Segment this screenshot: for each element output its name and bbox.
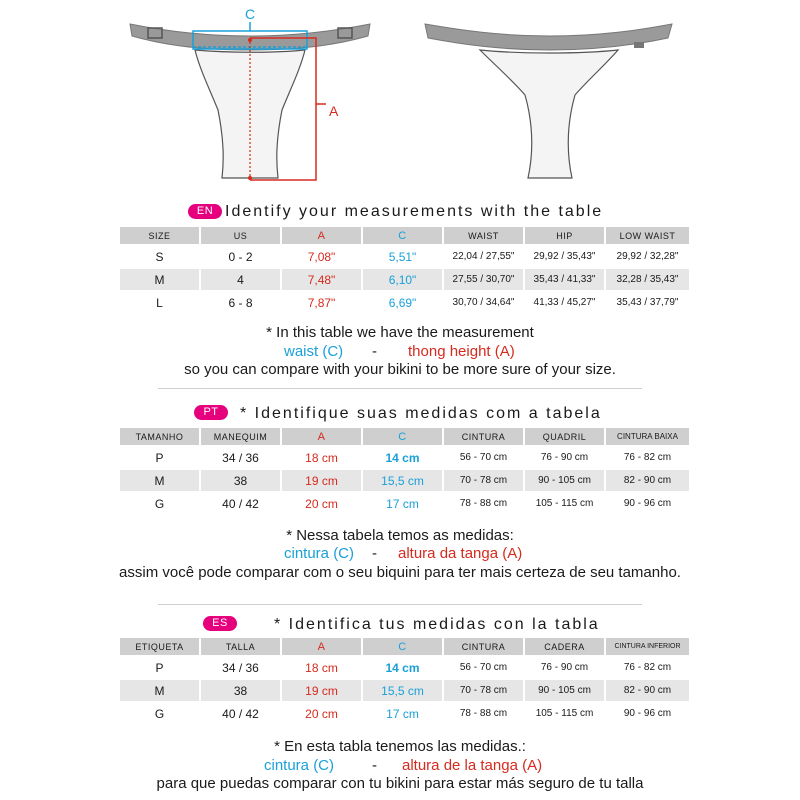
cell-size: S <box>155 249 164 264</box>
header-cintura: CINTURA <box>444 428 523 445</box>
cell-cintura: 78 - 88 cm <box>459 498 508 509</box>
cell-size: P <box>155 660 164 675</box>
cell-waist: 22,04 / 27,55" <box>452 251 515 262</box>
cell-cintura: 56 - 70 cm <box>459 452 508 463</box>
table-row <box>120 680 689 701</box>
note-intro: * Nessa tabela temos as medidas: <box>286 527 514 544</box>
cell-low-waist: 29,92 / 32,28" <box>616 251 679 262</box>
header-a: A <box>282 227 361 244</box>
header-etiqueta: ETIQUETA <box>120 638 199 655</box>
cell-c: 17 cm <box>386 706 419 721</box>
bikini-illustration <box>0 0 800 195</box>
cell-cintura-inferior: 76 - 82 cm <box>623 662 672 673</box>
section-divider <box>158 388 642 389</box>
section-title: * Identifique suas medidas com a tabela <box>240 405 602 422</box>
size-table <box>118 426 691 516</box>
table-row <box>120 269 689 290</box>
section-title: * Identifica tus medidas con la tabla <box>274 616 600 633</box>
table-header-row <box>120 638 689 655</box>
legend-c: cintura (C) <box>284 545 355 562</box>
header-a: A <box>282 638 361 655</box>
cell-c: 14 cm <box>385 450 420 465</box>
cell-a: 7,87" <box>307 295 336 310</box>
cell-a: 20 cm <box>305 706 338 721</box>
section-divider <box>158 604 642 605</box>
cell-size: P <box>155 450 164 465</box>
cell-cadera: 105 - 115 cm <box>535 708 594 719</box>
note-outro: assim você pode comparar com o seu biquini para ter mais certeza de seu tamanho. <box>119 564 681 581</box>
header-low-waist: LOW WAIST <box>606 227 689 244</box>
cell-a: 7,08" <box>307 249 336 264</box>
cell-manequim: 38 <box>201 470 280 491</box>
cell-a: 20 cm <box>305 496 338 511</box>
cell-cintura: 56 - 70 cm <box>459 662 508 673</box>
legend-c: cintura (C) <box>264 757 335 774</box>
section-title: Identify your measurements with the table <box>225 203 604 220</box>
legend-separator: - <box>372 757 377 774</box>
cell-low-waist: 35,43 / 37,79" <box>616 297 679 308</box>
cell-size: G <box>154 706 165 721</box>
note-outro: so you can compare with your bikini to be more sure of your size. <box>184 361 616 378</box>
cell-a: 18 cm <box>305 660 338 675</box>
cell-size: L <box>156 295 163 310</box>
table-row <box>120 292 689 313</box>
section-heading <box>0 403 800 425</box>
cell-c: 15,5 cm <box>363 680 442 701</box>
measurement-legend <box>0 545 800 563</box>
cell-waist: 27,55 / 30,70" <box>444 269 523 290</box>
cell-talla: 34 / 36 <box>222 660 259 675</box>
cell-a: 7,48" <box>282 269 361 290</box>
cell-a: 18 cm <box>305 450 338 465</box>
label-a: A <box>329 103 339 119</box>
size-table <box>118 225 691 315</box>
header-us: US <box>201 227 280 244</box>
cell-talla: 40 / 42 <box>222 706 259 721</box>
size-table <box>118 636 691 726</box>
header-cintura: CINTURA <box>444 638 523 655</box>
cell-hip: 35,43 / 41,33" <box>525 269 604 290</box>
legend-a: altura da tanga (A) <box>398 545 523 562</box>
table-header-row <box>120 227 689 244</box>
cell-c: 14 cm <box>385 660 420 675</box>
cell-a: 19 cm <box>282 680 361 701</box>
language-badge: ES <box>203 616 237 631</box>
cell-cadera: 90 - 105 cm <box>525 680 604 701</box>
cell-size: M <box>120 680 199 701</box>
back-buckle <box>634 42 644 48</box>
header-size: SIZE <box>120 227 199 244</box>
header-hip: HIP <box>525 227 604 244</box>
header-cintura-inferior: CINTURA INFERIOR <box>606 638 689 655</box>
language-badge: PT <box>194 405 228 420</box>
legend-a: altura de la tanga (A) <box>402 757 543 774</box>
table-row <box>120 493 689 514</box>
header-manequim: MANEQUIM <box>201 428 280 445</box>
front-view-bikini <box>130 6 370 180</box>
header-cintura-baixa: CINTURA BAIXA <box>606 428 689 445</box>
cell-us: 0 - 2 <box>228 249 253 264</box>
table-row <box>120 657 689 678</box>
cell-talla: 38 <box>201 680 280 701</box>
cell-cadera: 76 - 90 cm <box>540 662 589 673</box>
cell-quadril: 105 - 115 cm <box>535 498 594 509</box>
cell-size: M <box>120 470 199 491</box>
cell-cintura-inferior: 90 - 96 cm <box>623 708 672 719</box>
cell-quadril: 90 - 105 cm <box>525 470 604 491</box>
cell-manequim: 34 / 36 <box>222 450 259 465</box>
table-header-row <box>120 428 689 445</box>
header-quadril: QUADRIL <box>525 428 604 445</box>
cell-cintura: 78 - 88 cm <box>459 708 508 719</box>
measurement-legend <box>0 343 800 361</box>
legend-separator: - <box>372 343 377 360</box>
cell-size: G <box>154 496 165 511</box>
cell-c: 6,69" <box>388 295 417 310</box>
cell-cintura-inferior: 82 - 90 cm <box>606 680 689 701</box>
section-heading <box>0 202 800 224</box>
cell-c: 17 cm <box>386 496 419 511</box>
table-row <box>120 703 689 724</box>
cell-waist: 30,70 / 34,64" <box>452 297 515 308</box>
table-row <box>120 246 689 267</box>
label-c: C <box>244 6 256 22</box>
cell-hip: 41,33 / 45,27" <box>533 297 596 308</box>
cell-cintura-baixa: 90 - 96 cm <box>623 498 672 509</box>
cell-quadril: 76 - 90 cm <box>540 452 589 463</box>
legend-separator: - <box>372 545 377 562</box>
legend-a: thong height (A) <box>408 343 515 360</box>
cell-manequim: 40 / 42 <box>222 496 259 511</box>
note-intro: * En esta tabla tenemos las medidas.: <box>274 738 526 755</box>
header-waist: WAIST <box>444 227 523 244</box>
header-a: A <box>282 428 361 445</box>
cell-cintura-baixa: 82 - 90 cm <box>606 470 689 491</box>
section-heading <box>0 613 800 635</box>
cell-cintura: 70 - 78 cm <box>444 680 523 701</box>
cell-hip: 29,92 / 35,43" <box>533 251 596 262</box>
legend-c: waist (C) <box>284 343 344 360</box>
measurement-legend <box>0 757 800 775</box>
cell-c: 15,5 cm <box>363 470 442 491</box>
cell-us: 4 <box>201 269 280 290</box>
note-outro: para que puedas comparar con tu bikini para estar más seguro de tu talla <box>156 775 644 792</box>
header-c: C <box>363 227 442 244</box>
cell-a: 19 cm <box>282 470 361 491</box>
back-view-bikini <box>425 24 672 178</box>
note-intro: * In this table we have the measurement <box>266 324 534 341</box>
cell-low-waist: 32,28 / 35,43" <box>606 269 689 290</box>
cell-cintura-baixa: 76 - 82 cm <box>623 452 672 463</box>
header-tamanho: TAMANHO <box>120 428 199 445</box>
cell-cintura: 70 - 78 cm <box>444 470 523 491</box>
cell-us: 6 - 8 <box>228 295 253 310</box>
header-c: C <box>363 428 442 445</box>
cell-c: 5,51" <box>388 249 417 264</box>
header-c: C <box>363 638 442 655</box>
table-row <box>120 447 689 468</box>
header-cadera: CADERA <box>525 638 604 655</box>
cell-size: M <box>120 269 199 290</box>
language-badge: EN <box>188 204 222 219</box>
cell-c: 6,10" <box>363 269 442 290</box>
table-row <box>120 470 689 491</box>
header-talla: TALLA <box>201 638 280 655</box>
